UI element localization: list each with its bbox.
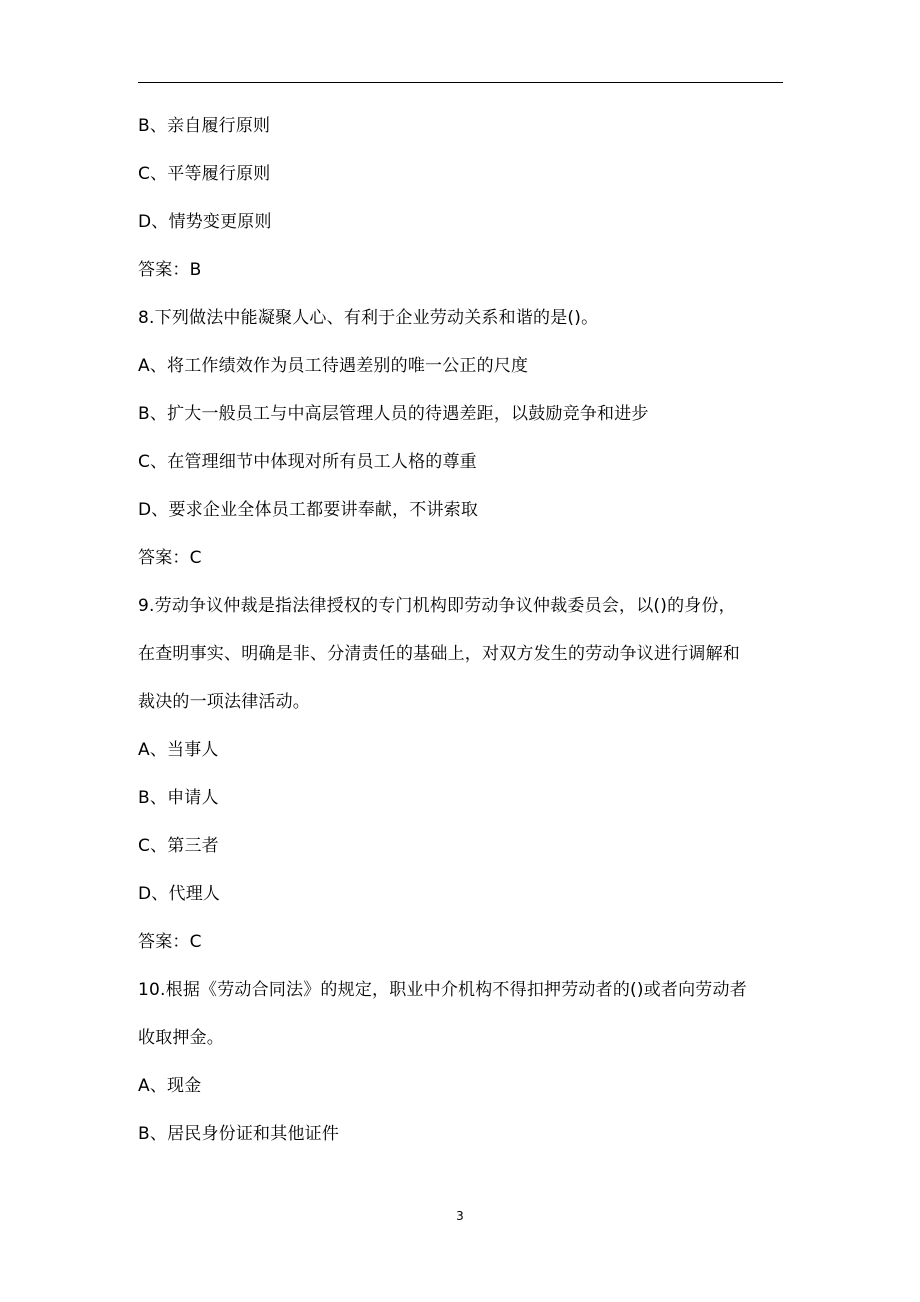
option-d-q9: D、代理人 — [138, 884, 221, 904]
header-rule — [138, 82, 783, 83]
answer-q9: 答案：C — [138, 932, 202, 952]
answer-q7: 答案：B — [138, 260, 202, 280]
answer-q8: 答案：C — [138, 548, 202, 568]
question-10-line-1: 10.根据《劳动合同法》的规定，职业中介机构不得扣押劳动者的()或者向劳动者 — [138, 980, 747, 1000]
option-d-q8: D、要求企业全体员工都要讲奉献，不讲索取 — [138, 500, 479, 520]
option-b-q10: B、居民身份证和其他证件 — [138, 1124, 340, 1144]
option-b-q7: B、亲自履行原则 — [138, 116, 271, 136]
option-c-q7: C、平等履行原则 — [138, 164, 271, 184]
option-a-q10: A、现金 — [138, 1076, 202, 1096]
option-d-q7: D、情势变更原则 — [138, 212, 272, 232]
page-content — [138, 114, 783, 1146]
option-c-q9: C、第三者 — [138, 836, 219, 856]
option-a-q8: A、将工作绩效作为员工待遇差别的唯一公正的尺度 — [138, 356, 529, 376]
option-c-q8: C、在管理细节中体现对所有员工人格的尊重 — [138, 452, 477, 472]
question-9-line-1: 9.劳动争议仲裁是指法律授权的专门机构即劳动争议仲裁委员会，以()的身份， — [138, 596, 736, 616]
option-b-q9: B、申请人 — [138, 788, 219, 808]
option-a-q9: A、当事人 — [138, 740, 219, 760]
question-9-line-2: 在查明事实、明确是非、分清责任的基础上，对双方发生的劳动争议进行调解和 — [138, 644, 740, 664]
question-8: 8.下列做法中能凝聚人心、有利于企业劳动关系和谐的是()。 — [138, 308, 599, 328]
page-number: 3 — [456, 1209, 464, 1223]
question-9-line-3: 裁决的一项法律活动。 — [138, 692, 310, 712]
question-10-line-2: 收取押金。 — [138, 1028, 224, 1048]
option-b-q8: B、扩大一般员工与中高层管理人员的待遇差距，以鼓励竞争和进步 — [138, 404, 649, 424]
